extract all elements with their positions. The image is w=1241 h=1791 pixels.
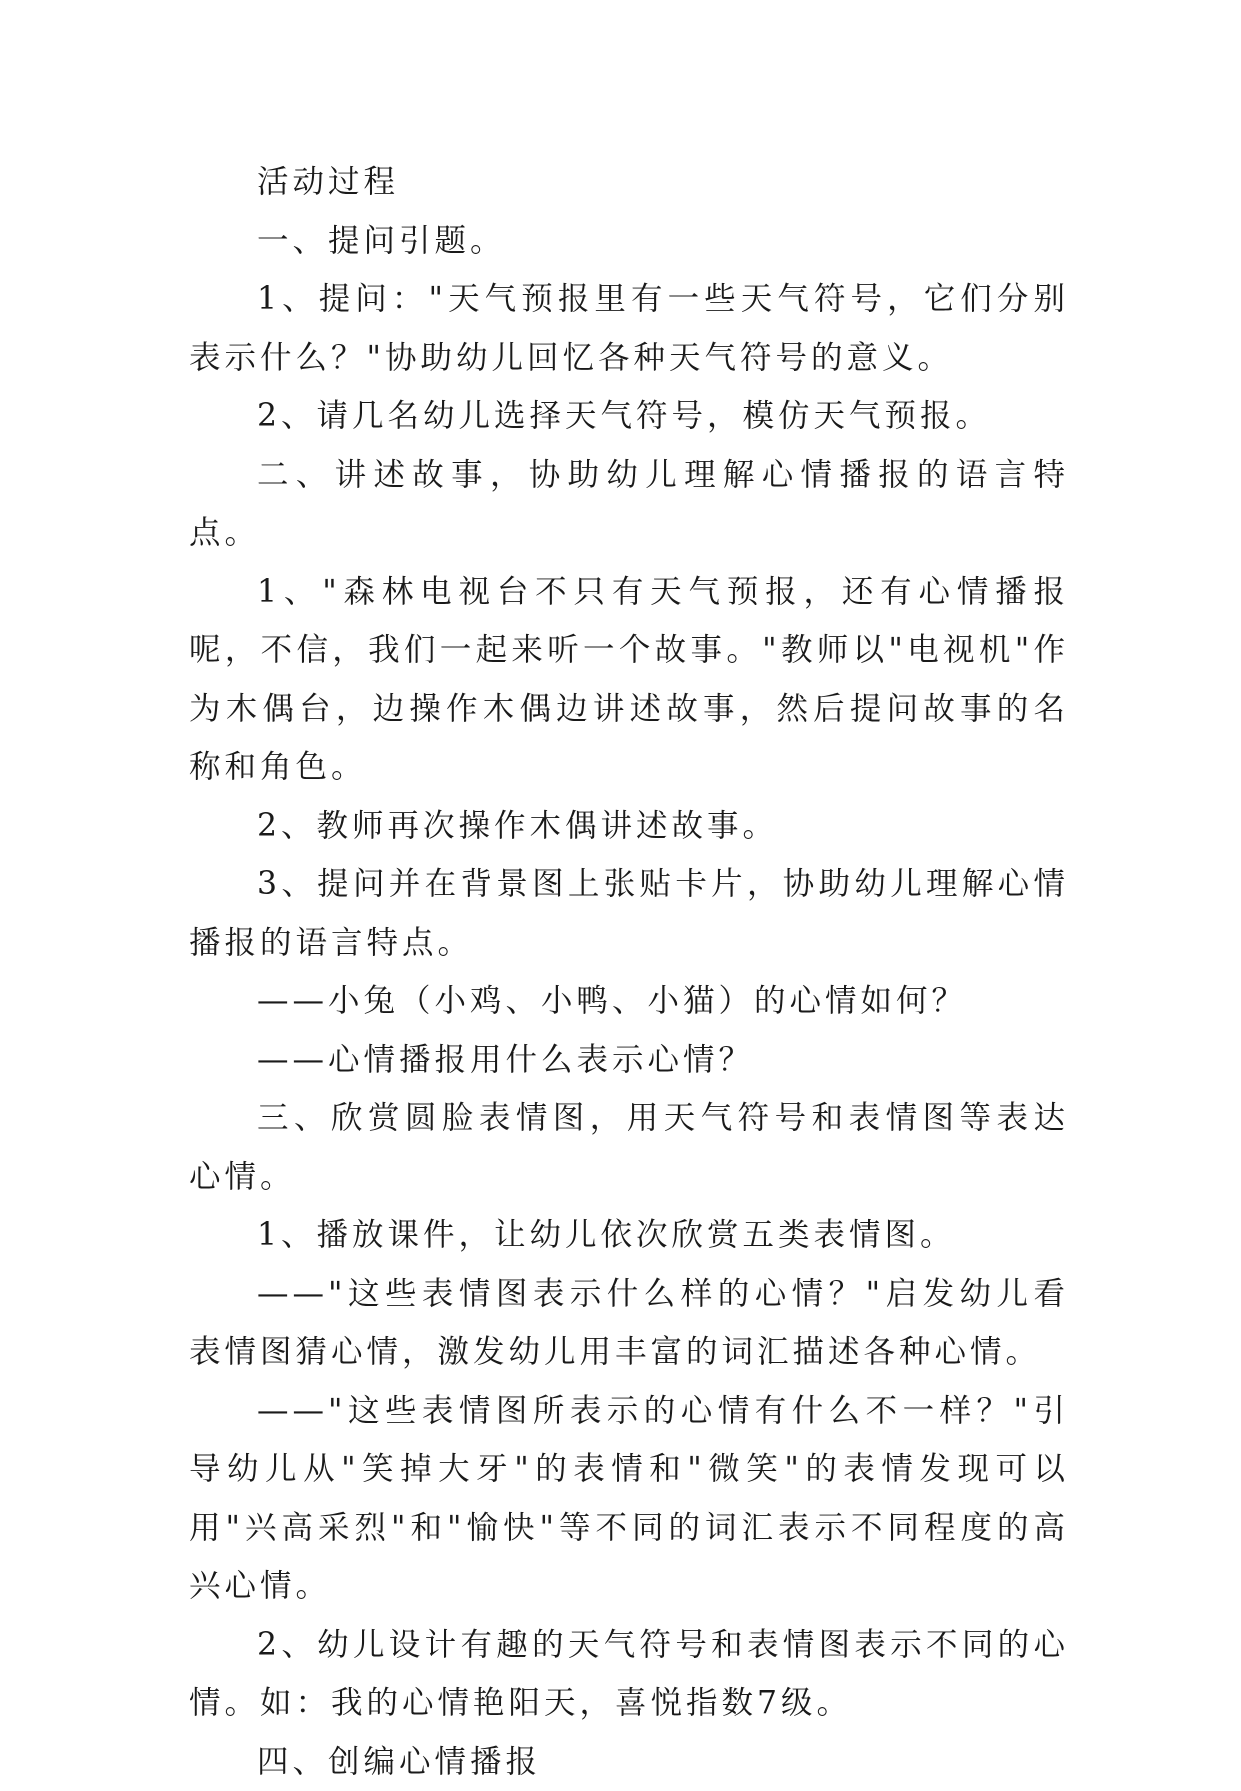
section-heading-4: 四、创编心情播报 [189, 1733, 1069, 1791]
question-line: ——小兔（小鸡、小鸭、小猫）的心情如何？ [189, 972, 1069, 1031]
paragraph: 3、提问并在背景图上张贴卡片，协助幼儿理解心情播报的语言特点。 [189, 855, 1069, 972]
question-line: ——"这些表情图表示什么样的心情？"启发幼儿看表情图猜心情，激发幼儿用丰富的词汇描述各种心情。 [189, 1265, 1069, 1382]
section-heading-1: 一、提问引题。 [189, 212, 1069, 271]
question-line: ——心情播报用什么表示心情？ [189, 1031, 1069, 1090]
paragraph: 2、幼儿设计有趣的天气符号和表情图表示不同的心情。如：我的心情艳阳天，喜悦指数7级。 [189, 1616, 1069, 1733]
paragraph: 1、"森林电视台不只有天气预报，还有心情播报呢，不信，我们一起来听一个故事。"教师以"电视机"作为木偶台，边操作木偶边讲述故事，然后提问故事的名称和角色。 [189, 563, 1069, 797]
section-heading-2: 二、讲述故事，协助幼儿理解心情播报的语言特点。 [189, 446, 1069, 563]
paragraph: 2、请几名幼儿选择天气符号，模仿天气预报。 [189, 387, 1069, 446]
question-line: ——"这些表情图所表示的心情有什么不一样？"引导幼儿从"笑掉大牙"的表情和"微笑"的表情发现可以用"兴高采烈"和"愉快"等不同的词汇表示不同程度的高兴心情。 [189, 1382, 1069, 1616]
paragraph: 1、提问："天气预报里有一些天气符号，它们分别表示什么？"协助幼儿回忆各种天气符号的意义。 [189, 270, 1069, 387]
document-body [189, 153, 1069, 1791]
section-heading-3: 三、欣赏圆脸表情图，用天气符号和表情图等表达心情。 [189, 1089, 1069, 1206]
section-heading-process: 活动过程 [189, 153, 1069, 212]
paragraph: 2、教师再次操作木偶讲述故事。 [189, 797, 1069, 856]
paragraph: 1、播放课件，让幼儿依次欣赏五类表情图。 [189, 1206, 1069, 1265]
